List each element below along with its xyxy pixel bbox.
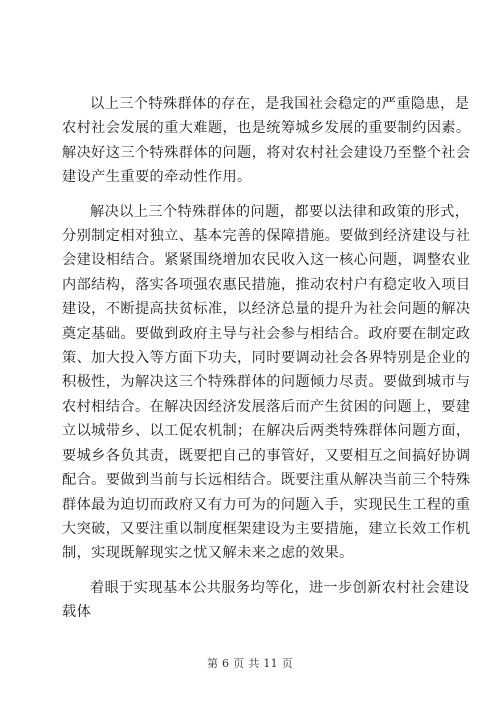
paragraph-line: 会建设相结合。紧紧围绕增加农民收入这一核心问题，调整农业 xyxy=(62,252,471,269)
paragraph-line: 农村相结合。在解决因经济发展落后而产生贫困的问题上，要建 xyxy=(62,398,471,415)
paragraph-line: 建设产生重要的牵动性作用。 xyxy=(62,169,252,186)
paragraph-line: 奠定基础。要做到政府主导与社会参与相结合。政府要在制定政 xyxy=(62,325,471,342)
paragraph-line: 立以城带乡、以工促农机制；在解决后两类特殊群体问题方面， xyxy=(62,423,471,440)
paragraph-line: 解决好这三个特殊群体的问题，将对农村社会建设乃至整个社会 xyxy=(62,144,471,161)
paragraph-line: 制，实现既解现实之忧又解未来之虑的效果。 xyxy=(62,545,354,562)
page-footer: 第 6 页 共 11 页 xyxy=(206,657,294,670)
paragraph-line: 要城乡各负其责，既要把自己的事管好，又要相互之间搞好协调 xyxy=(62,447,471,464)
paragraph-line: 着眼于实现基本公共服务均等化，进一步创新农村社会建设 xyxy=(90,579,470,596)
paragraph-line: 大突破，又要注重以制度框架建设为主要措施，建立长效工作机 xyxy=(62,520,471,537)
paragraph-line: 策、加大投入等方面下功夫，同时要调动社会各界特别是企业的 xyxy=(62,350,471,367)
paragraph-1 xyxy=(62,92,471,190)
paragraph-line: 载体 xyxy=(62,604,92,621)
paragraph-line: 农村社会发展的重大难题，也是统筹城乡发展的重要制约因素。 xyxy=(62,120,471,137)
paragraph-line: 内部结构，落实各项强农惠民措施，推动农村户有稳定收入项目 xyxy=(62,276,471,293)
paragraph-2 xyxy=(62,200,471,566)
paragraph-line: 建设，不断提高扶贫标准，以经济总量的提升为社会问题的解决 xyxy=(62,301,471,318)
paragraph-line: 分别制定相对独立、基本完善的保障措施。要做到经济建设与社 xyxy=(62,228,471,245)
paragraph-3 xyxy=(62,576,470,625)
paragraph-line: 配合。要做到当前与长远相结合。既要注重从解决当前三个特殊 xyxy=(62,472,471,489)
paragraph-line: 积极性，为解决这三个特殊群体的问题倾力尽责。要做到城市与 xyxy=(62,374,471,391)
paragraph-line: 解决以上三个特殊群体的问题，都要以法律和政策的形式， xyxy=(90,203,470,220)
paragraph-line: 群体最为迫切而政府又有力可为的问题入手，实现民生工程的重 xyxy=(62,496,471,513)
document-body xyxy=(62,92,471,625)
paragraph-line: 以上三个特殊群体的存在，是我国社会稳定的严重隐患，是 xyxy=(90,96,470,112)
